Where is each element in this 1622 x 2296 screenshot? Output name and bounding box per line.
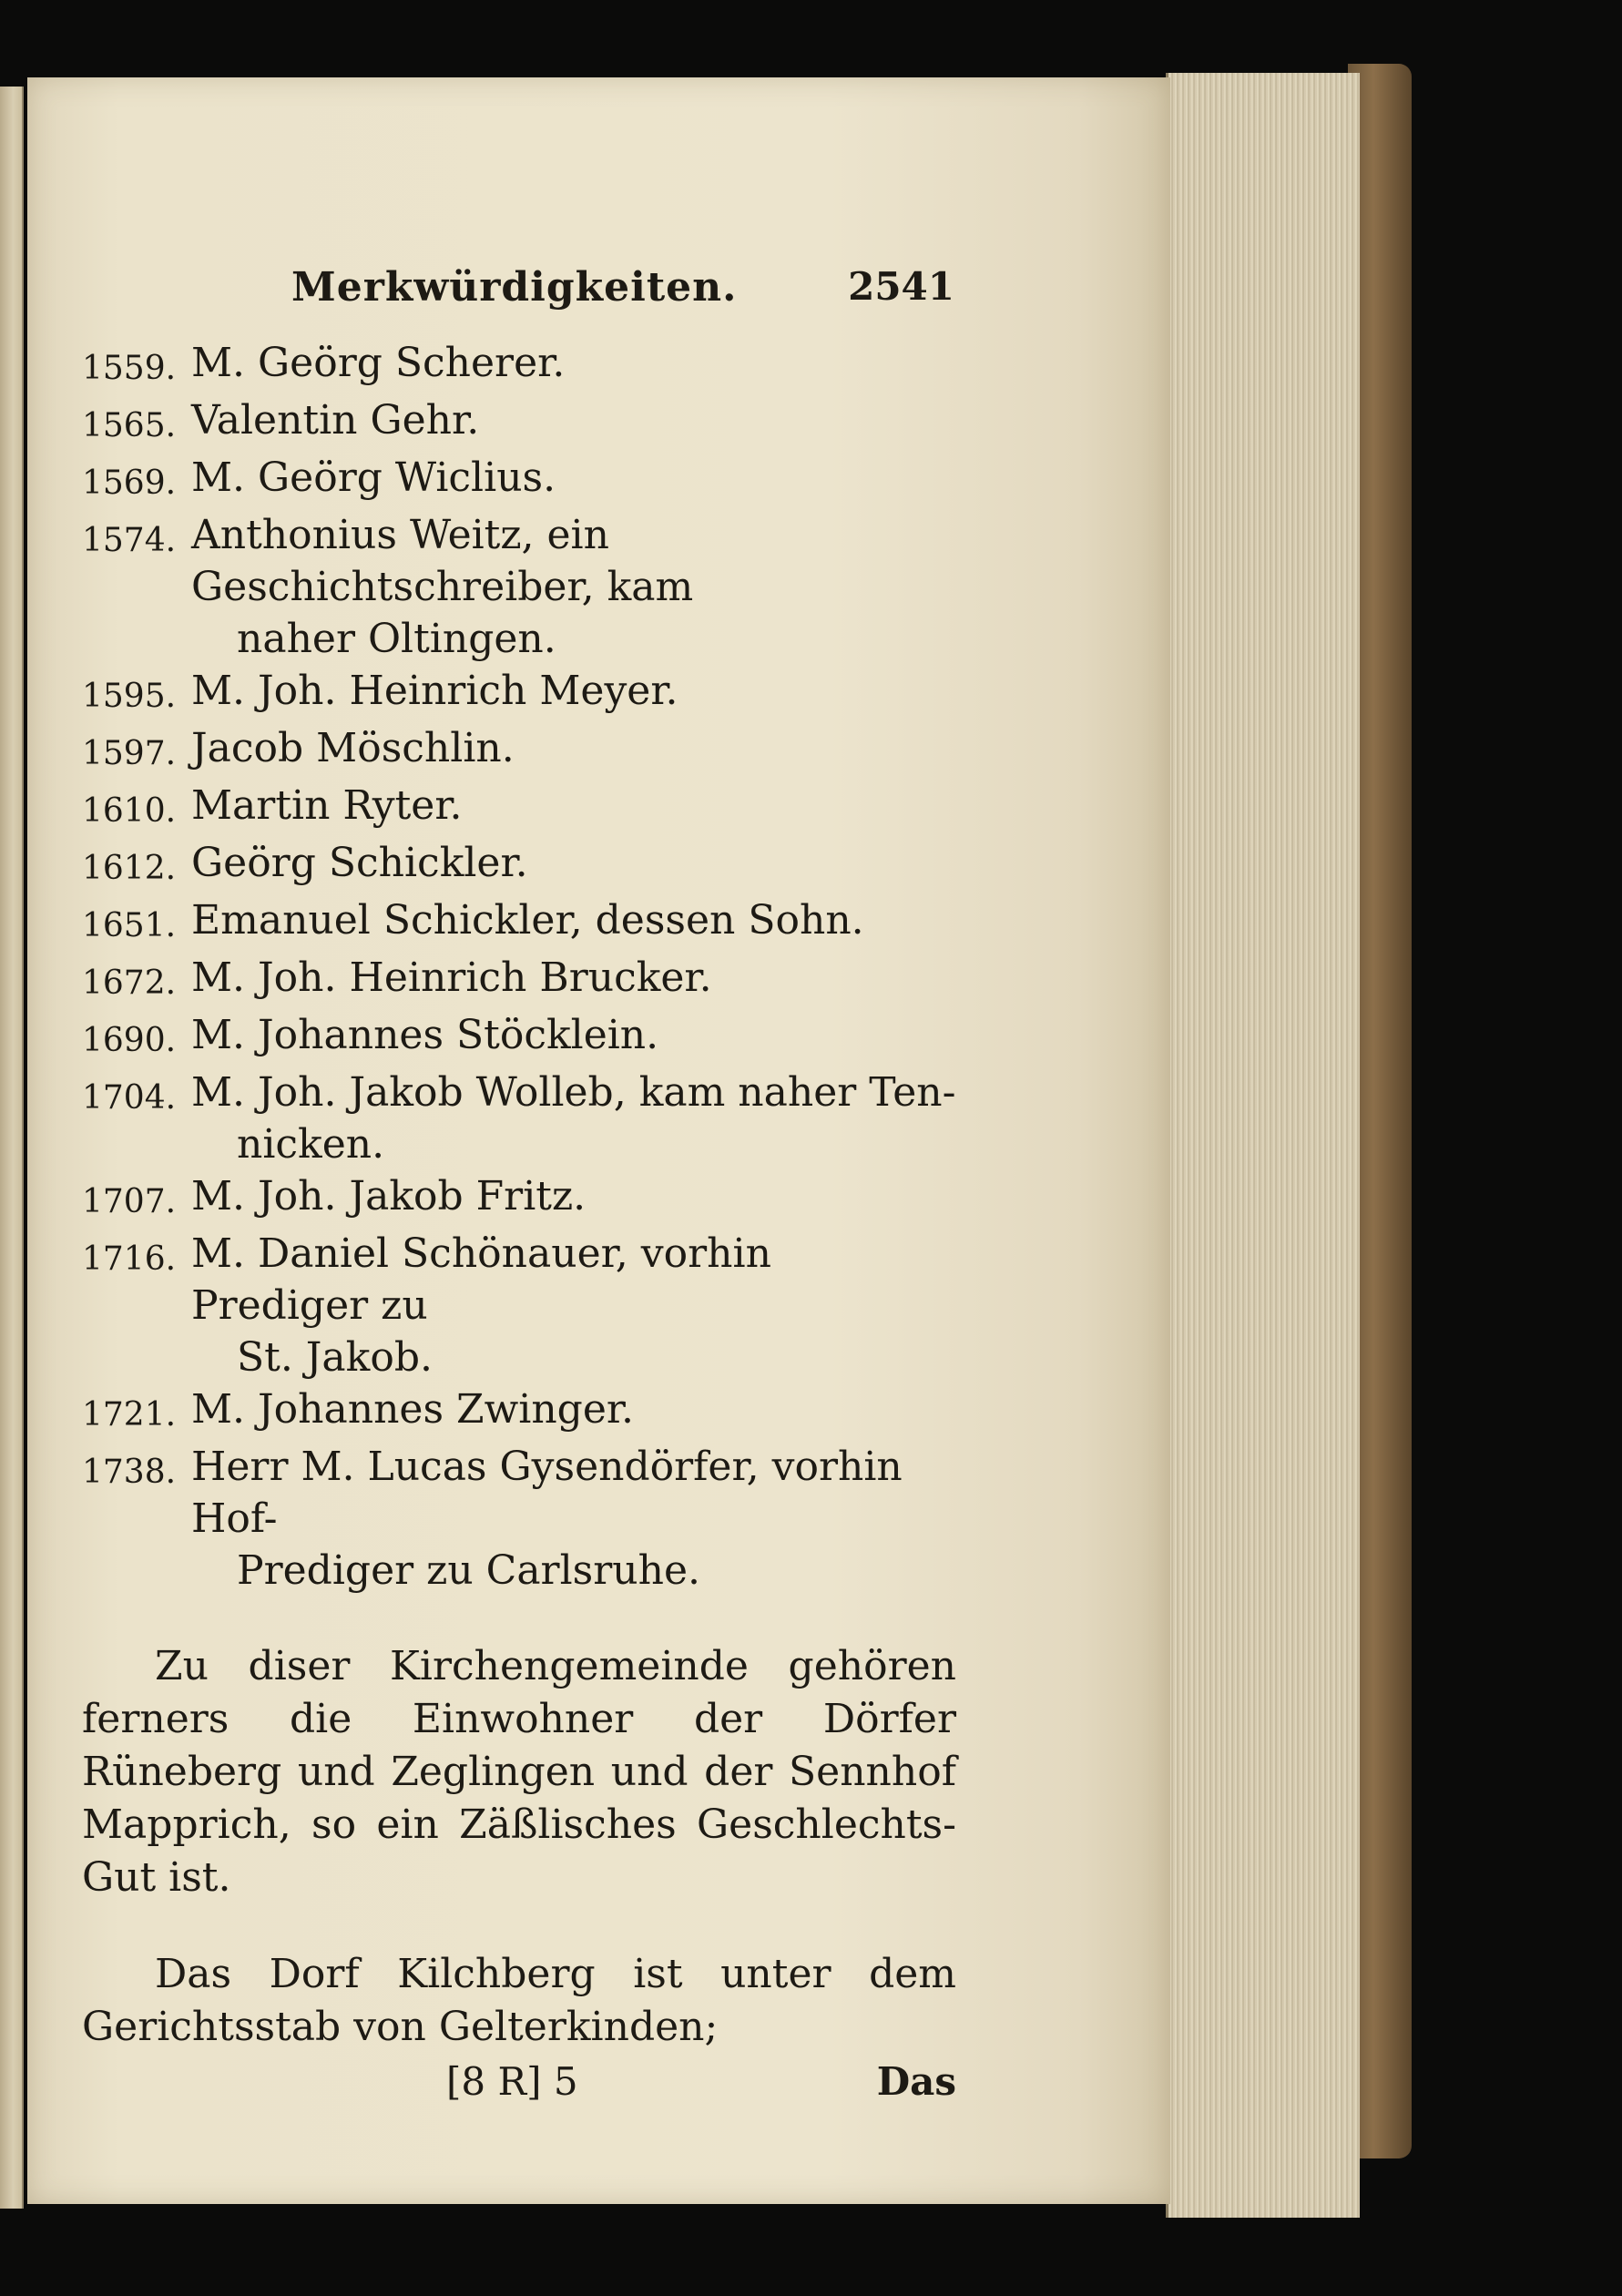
entry-year: 1569. xyxy=(82,464,177,502)
entry-name-text: Jacob Möschlin. xyxy=(191,725,515,771)
entry-name-text: Anthonius Weitz, ein Geschichtschreiber, kam xyxy=(191,512,694,610)
entry-name xyxy=(191,1170,974,1222)
entry-name xyxy=(191,337,974,389)
entry-name-text: M. Joh. Heinrich Meyer. xyxy=(191,668,678,714)
entry-continuation: nicken. xyxy=(237,1121,385,1168)
entry-name-text: Geörg Schickler. xyxy=(191,840,528,886)
entry-continuation: St. Jakob. xyxy=(237,1334,433,1381)
list-item xyxy=(82,1066,974,1170)
list-item xyxy=(82,722,974,780)
entry-name xyxy=(191,452,974,504)
list-item xyxy=(82,1009,974,1066)
entry-name xyxy=(191,722,974,774)
entry-list xyxy=(82,337,974,1597)
entry-name-text: M. Joh. Heinrich Brucker. xyxy=(191,954,712,1001)
entry-name xyxy=(191,1441,974,1597)
entry-year: 1690. xyxy=(82,1022,177,1059)
entry-name-text: Martin Ryter. xyxy=(191,782,463,829)
list-item xyxy=(82,394,974,452)
entry-year: 1610. xyxy=(82,792,177,830)
page-number: 2541 xyxy=(848,264,954,309)
list-item xyxy=(82,1383,974,1441)
entry-name xyxy=(191,1228,974,1383)
entry-year: 1738. xyxy=(82,1454,177,1491)
body-paragraph: Das Dorf Kilchberg ist unter dem Gerichtsstab von Gelterkinden; xyxy=(82,1951,956,2050)
list-item xyxy=(82,665,974,722)
entry-year: 1612. xyxy=(82,850,177,887)
entry-name xyxy=(191,665,974,717)
entry-name-text: M. Johannes Zwinger. xyxy=(191,1386,635,1433)
catchword: Das xyxy=(876,2059,956,2104)
page-edges xyxy=(1166,73,1360,2218)
list-item xyxy=(82,952,974,1009)
list-item xyxy=(82,837,974,894)
entry-year: 1707. xyxy=(82,1183,177,1220)
entry-year: 1704. xyxy=(82,1079,177,1117)
signature-mark: [8 R] 5 xyxy=(446,2059,578,2104)
entry-year: 1672. xyxy=(82,964,177,1002)
page-text xyxy=(82,264,974,2114)
entry-year: 1651. xyxy=(82,907,177,944)
entry-name xyxy=(191,1066,974,1170)
list-item xyxy=(82,1228,974,1383)
body-paragraph: Zu diser Kirchengemeinde gehören ferners die Einwohner der Dörfer Rüneberg und Zeglingen und der Sennhof Mapprich, so ein Zäßlisches Geschlechts-Gut ist. xyxy=(82,1643,956,1901)
entry-name xyxy=(191,837,974,889)
list-item xyxy=(82,337,974,394)
entry-name-text: Emanuel Schickler, dessen Sohn. xyxy=(191,897,864,944)
entry-year: 1716. xyxy=(82,1240,177,1278)
entry-year: 1574. xyxy=(82,522,177,559)
entry-name-text: Herr M. Lucas Gysendörfer, vorhin Hof- xyxy=(191,1444,903,1542)
entry-name-text: M. Joh. Jakob Wolleb, kam naher Ten- xyxy=(191,1069,956,1116)
list-item xyxy=(82,780,974,837)
entry-name-text: Valentin Gehr. xyxy=(191,397,480,444)
entry-name xyxy=(191,1383,974,1435)
list-item xyxy=(82,452,974,509)
entry-year: 1559. xyxy=(82,350,177,387)
list-item xyxy=(82,894,974,952)
list-item xyxy=(82,1170,974,1228)
entry-year: 1721. xyxy=(82,1396,177,1434)
entry-name-text: M. Daniel Schönauer, vorhin Prediger zu xyxy=(191,1230,771,1329)
entry-year: 1597. xyxy=(82,735,177,772)
list-item xyxy=(82,1441,974,1597)
list-item xyxy=(82,509,974,665)
entry-name-text: M. Joh. Jakob Fritz. xyxy=(191,1173,587,1219)
entry-name-text: M. Johannes Stöcklein. xyxy=(191,1012,659,1058)
entry-name xyxy=(191,509,974,665)
entry-year: 1595. xyxy=(82,678,177,715)
entry-name-text: M. Geörg Scherer. xyxy=(191,340,566,386)
entry-name xyxy=(191,394,974,446)
entry-name xyxy=(191,1009,974,1061)
entry-name-text: M. Geörg Wiclius. xyxy=(191,454,556,501)
running-head xyxy=(82,264,974,319)
entry-name xyxy=(191,894,974,946)
entry-continuation: naher Oltingen. xyxy=(237,616,556,662)
entry-year: 1565. xyxy=(82,407,177,444)
entry-continuation: Prediger zu Carlsruhe. xyxy=(237,1547,700,1594)
previous-page-edge xyxy=(0,87,24,2209)
running-title: Merkwürdigkeiten. xyxy=(291,264,738,311)
page-footer xyxy=(82,2059,974,2114)
entry-name xyxy=(191,952,974,1004)
entry-name xyxy=(191,780,974,832)
